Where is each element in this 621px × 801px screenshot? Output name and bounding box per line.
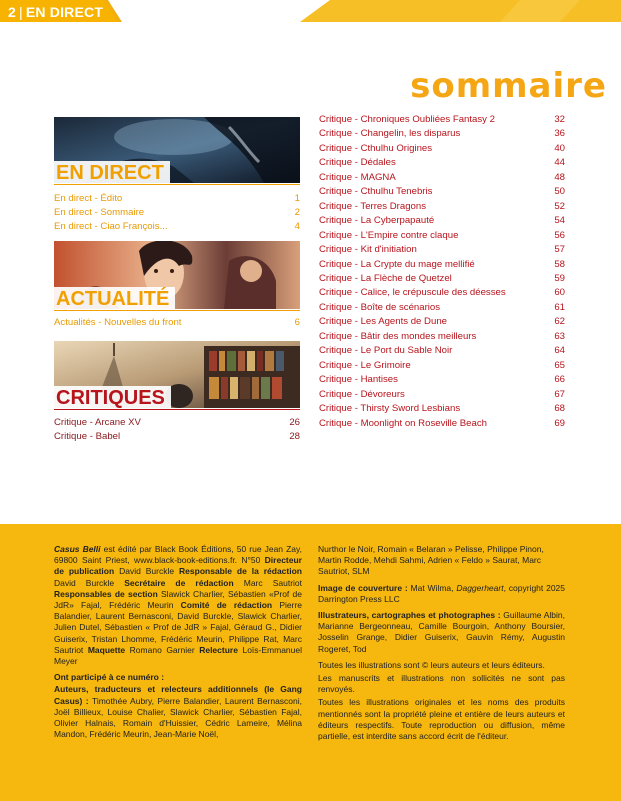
header-section: EN DIRECT xyxy=(25,4,104,20)
participants-heading: Ont participé à ce numéro : xyxy=(54,672,165,683)
toc-entry[interactable]: Critique - Boîte de scénarios 61 xyxy=(319,301,565,313)
toc-entry[interactable]: Critique - Calice, le crépuscule des déesses 60 xyxy=(319,287,565,299)
toc-entry[interactable]: Critique - Dévoreurs 67 xyxy=(319,388,565,400)
masthead: Casus Belli est édité par Black Book Éditions, 50 rue Jean Zay, 69800 Saint Priest, www.black-book-editions.fr. N°50 Directeur de publication David Burckle Responsable de la rédaction David Burckle Secrétaire de rédaction Marc Sautriot Responsables de section Slawick Charlier, Sébastien «Prof de JdR» Fajal, Frédéric Meurin Comité de rédaction Pierre Balandier, Laurent Bernasconi, David Burckle, Slawick Charlier, Julien Dutel, Sébastien « Prof de JdR » Fajal, Géraud G., Didier Guiserix, Tristan Lhomme, Frédéric Meurin, Philippe Rat, Marc Sautriot Maquette Romano Garnier Relecture Loïs-Emmanuel Meyer xyxy=(54,544,303,667)
en-direct-entries xyxy=(54,192,300,235)
toc-entry[interactable]: Critique - La Crypte du mage mellifié 58 xyxy=(319,258,565,270)
toc-entry[interactable]: En direct - Édito 1 xyxy=(54,193,300,204)
section-title-en-direct: EN DIRECT xyxy=(54,161,170,185)
page-number: 2 xyxy=(8,4,16,20)
credits-block xyxy=(0,524,621,801)
toc-entry[interactable]: Critique - Arcane XV 26 xyxy=(54,417,300,428)
toc-entry[interactable]: Critique - La Flèche de Quetzel 59 xyxy=(319,272,565,284)
toc-entry[interactable]: Critique - Le Port du Sable Noir 64 xyxy=(319,345,565,357)
toc-entry[interactable]: Critique - Bâtir des mondes meilleurs 63 xyxy=(319,330,565,342)
toc-entry[interactable]: En direct - Ciao François... 4 xyxy=(54,221,300,233)
toc-entry[interactable]: Critique - Hantises 66 xyxy=(319,374,565,386)
toc-entry[interactable]: Critique - Changelin, les disparus 36 xyxy=(319,128,565,140)
legal-notice: Toutes les illustrations sont © leurs auteurs et leurs éditeurs. xyxy=(318,659,545,670)
toc-entry[interactable]: Critique - Les Agents de Dune 62 xyxy=(319,316,565,328)
credits-column-left xyxy=(54,544,302,745)
actualite-entries xyxy=(54,316,300,330)
toc-entry[interactable]: Critique - Chroniques Oubliées Fantasy 2 32 xyxy=(319,114,565,125)
section-title-actualite: ACTUALITÉ xyxy=(54,287,175,311)
toc-entry[interactable]: Critique - Cthulhu Origines 40 xyxy=(319,142,565,154)
legal-notice: Toutes les illustrations originales et les noms des produits mentionnés sont la propriété pleine et entière de leurs auteurs et éditeurs respectifs. Toute reproduction ou diffusion, même partielle, est interdite sans accord écrit de l'éditeur. xyxy=(318,697,565,742)
toc-entry[interactable]: Critique - La Cyberpapauté 54 xyxy=(319,215,565,227)
toc-entry[interactable]: Critique - Terres Dragons 52 xyxy=(319,200,565,212)
critiques-list xyxy=(319,113,565,431)
divider xyxy=(54,184,300,185)
toc-entry[interactable]: Critique - Moonlight on Roseville Beach 69 xyxy=(319,417,565,429)
divider xyxy=(54,310,300,311)
toc-entry[interactable]: Actualités - Nouvelles du front 6 xyxy=(54,317,300,328)
credits-column-right xyxy=(318,544,565,747)
toc-entry[interactable]: Critique - Kit d'initiation 57 xyxy=(319,244,565,256)
toc-entry[interactable]: Critique - Dédales 44 xyxy=(319,157,565,169)
toc-entry[interactable]: Critique - MAGNA 48 xyxy=(319,171,565,183)
toc-entry[interactable]: Critique - Cthulhu Tenebris 50 xyxy=(319,186,565,198)
page-indicator: 2 | EN DIRECT xyxy=(8,4,104,20)
page-header xyxy=(0,0,621,30)
toc-entry[interactable]: Critique - Le Grimoire 65 xyxy=(319,359,565,371)
toc-entry[interactable]: Critique - Babel 28 xyxy=(54,431,300,443)
toc-entry[interactable]: En direct - Sommaire 2 xyxy=(54,207,300,219)
section-title-critiques: CRITIQUES xyxy=(54,386,171,410)
cover-credit: Image de couverture : Mat Wilma, Daggerheart, copyright 2025 Darrington Press LLC xyxy=(318,582,565,604)
divider xyxy=(54,409,300,410)
authors: Auteurs, traducteurs et relecteurs additionnels (le Gang Casus) : Timothée Aubry, Pierre Balandier, Laurent Bernasconi, Joël Billieux, Louise Chalier, Slawick Charlier, Sébastien Fajal, Olivier Halnais, Romain d'Huissier, Cédric Lameire, Mélina Mandon, Frédéric Meurin, Jean-Marie Noël, xyxy=(54,684,302,740)
toc-entry[interactable]: Critique - Thirsty Sword Lesbians 68 xyxy=(319,403,565,415)
legal-notice: Les manuscrits et illustrations non sollicités ne sont pas renvoyés. xyxy=(318,673,565,695)
toc-entry[interactable]: Critique - L'Empire contre claque 56 xyxy=(319,229,565,241)
page-title: sommaire xyxy=(410,66,607,106)
authors-continued: Nurthor le Noir, Romain « Belaran » Pelisse, Philippe Pinon, Martin Rodde, Mehdi Sahmi, Adrien « Feldo » Saurat, Marc Sautriot, SLM xyxy=(318,544,544,577)
illustrators: Illustrateurs, cartographes et photographes : Guillaume Albin, Marianne Bergeonneau, Camille Bourgoin, Anthony Boursier, Josselin Grange, Didier Guiserix, Gauvin Rémy, Augustin Rogeret, Tod xyxy=(318,610,565,654)
critiques-entries xyxy=(54,416,300,444)
